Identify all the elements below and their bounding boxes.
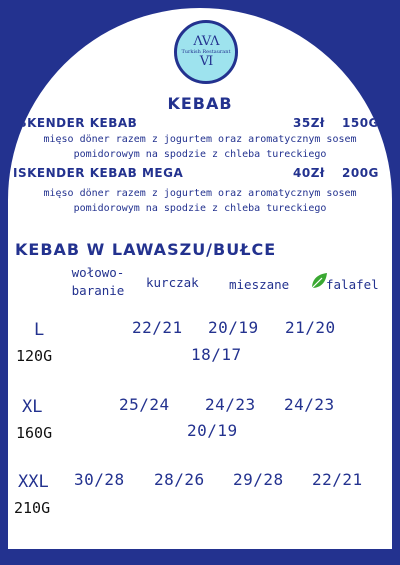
column-header-line: baranie xyxy=(71,283,125,298)
item-weight: 150G xyxy=(342,116,379,130)
price-value: 28/26 xyxy=(154,470,205,489)
price-value: 20/19 xyxy=(187,421,238,440)
price-value: 22/21 xyxy=(312,470,363,489)
logo-text: Turkish Restaurant xyxy=(181,49,231,55)
item-name: ISKENDER KEBAB xyxy=(13,116,138,130)
menu-panel xyxy=(8,8,392,549)
price-value: 24/23 xyxy=(284,395,335,414)
price-value: 30/28 xyxy=(74,470,125,489)
logo-mark-bottom: VI xyxy=(199,54,213,69)
item-weight: 200G xyxy=(342,166,379,180)
price-value: 24/23 xyxy=(205,395,256,414)
column-header-line: wołowo- xyxy=(71,265,125,280)
item-description-line: pomidorowym na spodzie z chleba tureckiego xyxy=(73,149,327,160)
column-header-beef-lamb xyxy=(60,264,136,300)
item-name: ISKENDER KEBAB MEGA xyxy=(13,166,184,180)
page-title: KEBAB xyxy=(167,94,233,113)
item-description-line: mięso döner razem z jogurtem oraz aromatycznym sosem xyxy=(43,134,357,145)
item-description-line: pomidorowym na spodzie z chleba tureckiego xyxy=(73,203,327,214)
size-weight: 160G xyxy=(16,424,53,442)
price-value: 18/17 xyxy=(191,345,242,364)
size-weight: 120G xyxy=(16,347,53,365)
price-value: 22/21 xyxy=(132,318,183,337)
size-label: XL xyxy=(22,397,43,417)
price-value: 25/24 xyxy=(119,395,170,414)
price-value: 21/20 xyxy=(285,318,336,337)
item-description-line: mięso döner razem z jogurtem oraz aromatycznym sosem xyxy=(43,188,357,199)
price-value: 20/19 xyxy=(208,318,259,337)
item-price: 40Zł xyxy=(293,166,325,180)
section-title: KEBAB W LAWASZU/BUŁCE xyxy=(15,240,277,259)
size-label: L xyxy=(34,320,45,340)
size-label: XXL xyxy=(18,472,49,492)
price-value: 29/28 xyxy=(233,470,284,489)
column-header-falafel: falafel xyxy=(326,277,379,292)
column-header-chicken: kurczak xyxy=(146,275,199,290)
restaurant-logo xyxy=(174,20,238,84)
logo-mark-top: ΛVΛ xyxy=(193,34,219,49)
size-weight: 210G xyxy=(14,499,51,517)
column-header-mixed: mieszane xyxy=(229,277,290,292)
item-price: 35Zł xyxy=(293,116,325,130)
